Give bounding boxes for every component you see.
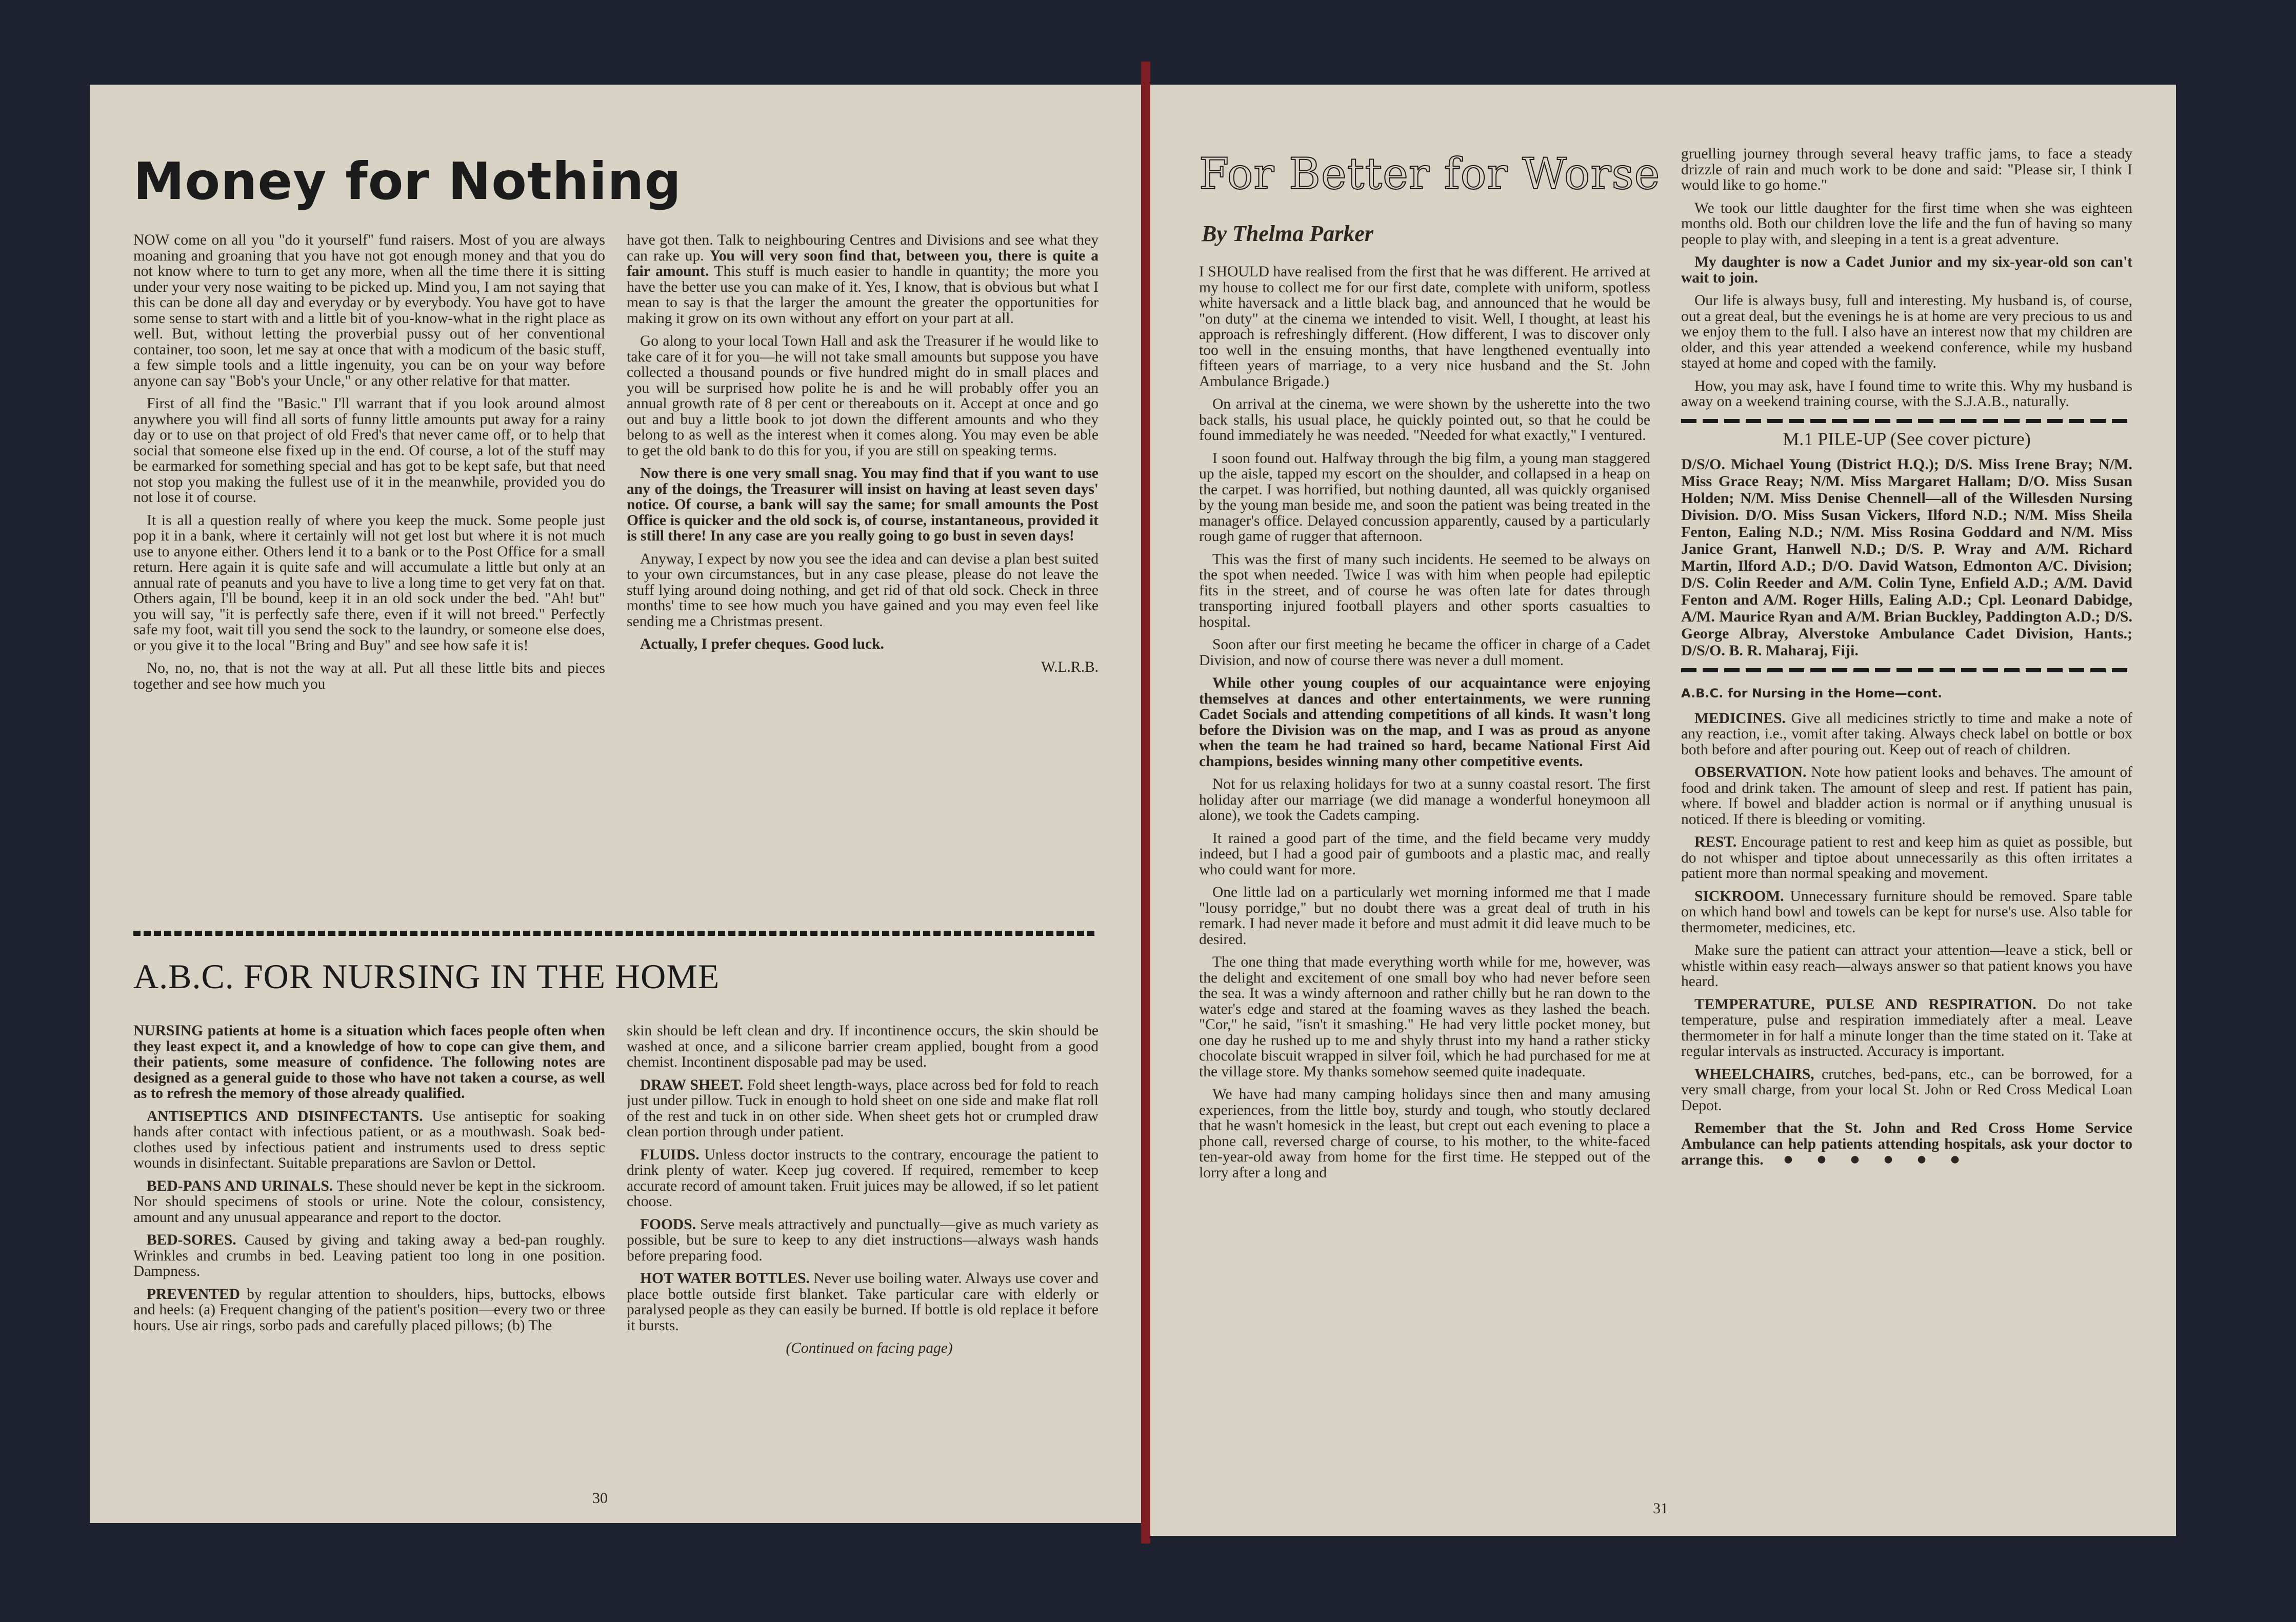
better-paragraph: This was the first of many such incidents. He seemed to be always on the spot when needed. Twice I was with him when people had epileptic fits in the street, and of course he was often late for dates through transporting injured football players and other sports casualties to hospital. — [1199, 551, 1650, 630]
continued-note: (Continued on facing page) — [786, 1340, 953, 1356]
abc-entry: PREVENTED by regular attention to shoulders, hips, buttocks, elbows and heels: (a) Frequent changing of the patient's position—every two or three hours. Use air rings, sorbo pads and carefully placed pillows; (b) The — [133, 1286, 605, 1334]
section-divider — [133, 931, 1097, 936]
better-paragraph-bold: My daughter is now a Cadet Junior and my six-year-old son can't wait to join. — [1681, 254, 2132, 286]
page-number: 30 — [592, 1490, 608, 1507]
money-paragraph: NOW come on all you "do it yourself" fund raisers. Most of you are always moaning and groaning that you have not got enough money and that you do not know where to turn to get any more, when all the time there it is sitting under your very nose waiting to be picked up. Mind you, I am not saying that this can be done all day and everyday or by everybody. You have got to have some sense to start with and a little bit of you-know-what in the right place as well. But, without letting the proverbial pussy out of her conventional container, too soon, let me say at once that with a modicum of the basic stuff, a few simple tools and a little ingenuity, you can be on your way before anyone can say "Bob's your Uncle," or any other relative for that matter. — [133, 232, 605, 389]
better-paragraph: I SHOULD have realised from the first that he was different. He arrived at my house to collect me for our first date, complete with uniform, spotless white haversack and a little black bag, and announced that he would be "on duty" at the cinema we intended to visit. Well, I thought, at least his approach is refreshingly different. (How different, I was to discover only too well in the ensuing months, that have lengthened eventually into fifteen years of marriage, to a very nice husband and the St. John Ambulance Brigade.) — [1199, 264, 1650, 390]
article-title-money-for-nothing: Money for Nothing — [133, 151, 682, 211]
bullet-dots-ornament: ● ● ● ● ● ● — [1783, 1150, 1970, 1169]
money-paragraph: First of all find the "Basic." I'll warrant that if you look around almost anywhere you will find all sorts of funny little amounts put away for a rainy day or to use on that project of old Fred's that never came off, or to help that social that someone else fixed up in the end. Of course, a lot of the stuff may be earmarked for something special and has got to be kept safe, but that need not stop you making the fullest use of it in the meanwhile, provided you do not lose it of course. — [133, 395, 605, 506]
money-paragraph: have got then. Talk to neighbouring Centres and Divisions and see what they can rake up. You will very soon find that, between you, there is quite a fair amount. This stuff is much easier to handle in quantity; the more you have the better use you can make of it. Yes, I know, that is obvious but what I mean to say is that the larger the amount the greater the opportunities for making it grow on its own without any effort on your part at all. — [627, 232, 1099, 327]
money-column-2 — [627, 232, 1099, 925]
m1-pileup-heading: M.1 PILE-UP (See cover picture) — [1783, 428, 2031, 449]
money-column-1 — [133, 232, 605, 925]
better-paragraph: How, you may ask, have I found time to write this. Why my husband is away on a weekend training course, with the S.J.A.B., naturally. — [1681, 377, 2132, 410]
abc-continued-heading: A.B.C. for Nursing in the Home—cont. — [1681, 686, 1943, 700]
better-paragraph: The one thing that made everything worth while for me, however, was the delight and excitement of one small boy who had never before seen the sea. It was a windy afternoon and rather chilly but he ran down to the water's edge and stared at the foaming waves as they lashed the beach. "Cor," he said, "isn't it smashing." He had very little pocket money, but one day he rushed up to me and shyly thrust into my hand a rather sticky chocolate biscuit wrapped in silver foil, which he had purchased for me at the village store. My thanks somehow seemed quite inadequate. — [1199, 954, 1650, 1080]
left-page — [90, 85, 1141, 1523]
money-paragraph: No, no, no, that is not the way at all. Put all these little bits and pieces together and see how much you — [133, 660, 605, 692]
money-paragraph: Go along to your local Town Hall and ask the Treasurer if he would like to take care of it for you—he will not take small amounts but suppose you have collected a thousand pounds or five hundred might do in small places and you will be surprised how polite he is and he will probably offer you an annual growth rate of 8 per cent or thereabouts on it. Accept at once and go out and buy a little book to jot down the different amounts and who they belong to as well as the interest when it comes along. You may even be able to get the old bank to do this for you, if you are still on speaking terms. — [627, 333, 1099, 459]
article-title-abc-nursing: A.B.C. FOR NURSING IN THE HOME — [133, 957, 720, 996]
abc-entry: REST. Encourage patient to rest and keep him as quiet as possible, but do not whisper and tiptoe about unnecessarily as this often irritates a patient more than normal speaking and movement. — [1681, 834, 2132, 882]
abc-column-1 — [133, 1023, 605, 1500]
right-page — [1150, 85, 2176, 1536]
better-paragraph: It rained a good part of the time, and the field became very muddy indeed, but I had a good pair of gumboots and a plastic mac, and really who could want for more. — [1199, 830, 1650, 878]
better-paragraph: Our life is always busy, full and interesting. My husband is, of course, out a great deal, but the evenings he is at home are very precious to us and we enjoy them to the full. I also have an interest now that my children are older, and this year attended a weekend conference, while my husband stayed at home and coped with the family. — [1681, 292, 2132, 371]
abc-entry: ANTISEPTICS AND DISINFECTANTS. Use antiseptic for soaking hands after contact with infectious patient, or as a mouthwash. Soak bed-clothes used by infectious patient and instruments used to dress septic wounds in disinfectant. Suitable preparations are Savlon or Dettol. — [133, 1108, 605, 1171]
abc-final-note: Remember that the St. John and Red Cross Home Service Ambulance can help patients attending hospitals, ask your doctor to arrange this. ● ● ● ● ● ● — [1681, 1120, 2132, 1169]
abc-entry: OBSERVATION. Note how patient looks and behaves. The amount of food and drink taken. The amount of sleep and rest. If patient has pain, where. If bowel and bladder action is normal or if anything unusual is noticed. If there is bleeding or vomiting. — [1681, 764, 2132, 828]
better-paragraph: Not for us relaxing holidays for two at a sunny coastal resort. The first holiday after our marriage (we did manage a wonderful honeymoon all alone), we took the Cadets camping. — [1199, 776, 1650, 824]
abc-intro: NURSING patients at home is a situation which faces people often when they least expect it, and a knowledge of how to cope can give them, and their patients, some measure of confidence. The following notes are designed as a general guide to those who have not taken a course, as well as to refresh the memory of those already qualified. — [133, 1023, 605, 1102]
abc-entry: BED-SORES. Caused by giving and taking away a bed-pan roughly. Wrinkles and crumbs in bed. Leaving patient too long in one position. Dampness. — [133, 1232, 605, 1279]
better-paragraph: We have had many camping holidays since then and many amusing experiences, from the little boy, sturdy and tough, who stoutly declared that he wasn't homesick in the least, but crept out each evening to place a phone call, reversed charge of course, to his mother, to the white-faced ten-year-old away from home for the first time. He stepped out of the lorry after a long and — [1199, 1086, 1650, 1181]
abc-entry: BED-PANS AND URINALS. These should never be kept in the sickroom. Nor should specimens of stools or urine. Note the colour, consistency, amount and any unusual appearance and report to the doctor. — [133, 1177, 605, 1226]
money-paragraph: Anyway, I expect by now you see the idea and can devise a plan best suited to your own circumstances, but in any case please, please do not leave the stuff lying around doing nothing, and get rid of that old sock. Check in three months' time to see how much you have gained and you may even feel like sending me a Christmas present. — [627, 550, 1099, 630]
abc-entry: HOT WATER BOTTLES. Never use boiling water. Always use cover and place bottle outside first blanket. Take particular care with elderly or paralysed people as they can easily be burned. If bottle is old replace it before it bursts. — [627, 1270, 1099, 1334]
author-signature: W.L.R.B. — [1041, 658, 1099, 675]
money-paragraph: It is all a question really of where you keep the muck. Some people just pop it in a bank, where it certainly will not get lost but where it is not much use to anyone either. Others lend it to a bank or to the Post Office for a small return. Here again it is quite safe and will accumulate a little but only at an annual rate of peanuts and you have to live a long time to get very fat on that. Others again, I'll be bound, keep it in an old sock under the bed. "Ah! but" you will say, "it is perfectly safe there, even if it will not breed." Perfectly safe my foot, wait till you send the sock to the laundry, or someone else does, or you give it to the local "Bring and Buy" and see how safe it is! — [133, 512, 605, 654]
better-paragraph: I soon found out. Halfway through the big film, a young man staggered up the aisle, tapped my escort on the shoulder, and collapsed in a heap on the carpet. I was horrified, but nothing daunted, all was quickly organised by the young man beside me, and soon the patient was being treated in the manager's office. Delayed concussion apparently, caused by a particularly rough game of rugger that afternoon. — [1199, 450, 1650, 545]
better-paragraph: On arrival at the cinema, we were shown by the usherette into the two back stalls, his usual place, he quickly pointed out, so that he could be found immediately he was needed. "Needed for what exactly," I ventured. — [1199, 396, 1650, 444]
article-title-for-better-for-worse: For Better for Worse — [1199, 149, 1661, 199]
abc-entry: FLUIDS. Unless doctor instructs to the contrary, encourage the patient to drink plenty of water. Keep jug covered. If required, remember to keep accurate record of amount taken. Fruit juices may be allowed, if so let patient choose. — [627, 1146, 1099, 1210]
money-closing-line: Actually, I prefer cheques. Good luck. — [640, 636, 884, 652]
section-divider — [1681, 419, 2132, 423]
better-column-2 — [1681, 146, 2132, 1536]
abc-column-2 — [627, 1023, 1099, 1500]
better-column-1 — [1199, 264, 1650, 1510]
magazine-spine — [1141, 62, 1150, 1544]
abc-entry: MEDICINES. Give all medicines strictly to time and make a note of any reaction, i.e., vomit after taking. Always check label on bottle or box both before and after pouring out. Keep out of reach of children. — [1681, 710, 2132, 758]
abc-entry: WHEELCHAIRS, crutches, bed-pans, etc., can be borrowed, for a very small charge, from your local St. John or Red Cross Medical Loan Depot. — [1681, 1066, 2132, 1114]
author-byline: By Thelma Parker — [1202, 221, 1373, 246]
abc-entry: DRAW SHEET. Fold sheet length-ways, place across bed for fold to reach just under pillow. Tuck in enough to hold sheet on one side and make flat roll of the rest and tuck in on other side. When sheet gets hot or crumpled draw clean portion through under patient. — [627, 1076, 1099, 1140]
abc-entry: TEMPERATURE, PULSE AND RESPIRATION. Do not take temperature, pulse and respiration immediately after a meal. Leave thermometer in for half a minute longer than the time stated on it. Take at regular intervals as instructed. Accuracy is important. — [1681, 996, 2132, 1059]
m1-pileup-names: D/S/O. Michael Young (District H.Q.); D/S. Miss Irene Bray; N/M. Miss Grace Reay; N/M. Miss Margaret Hallam; D/O. Miss Susan Holden; N/M. Miss Denise Chennell—all of the Willesden Nursing Division. D/O. Miss Susan Vickers, Ilford N.D.; N/M. Miss Sheila Fenton, Ealing N.D.; N/M. Miss Rosina Goddard and N/M. Miss Janice Grant, Hanwell N.D.; D/S. P. Wray and A/M. Richard Martin, Ilford A.D.; D/O. David Watson, Edmonton A/C. Division; D/S. Colin Reeder and A/M. Colin Tyne, Enfield A.D.; A/M. David Fenton and A/M. Roger Hills, Ealing A.D.; Cpl. Leonard Dabidge, A/M. Maurice Ryan and A/M. Brian Buckley, Paddington A.D.; D/S. George Albray, Alverstoke Ambulance Cadet Division, Hants.; D/S/O. B. R. Maharaj, Fiji. — [1681, 456, 2132, 659]
better-paragraph: We took our little daughter for the first time when she was eighteen months old. Both our children love the life and the fun of having so many people to play with, and sleeping in a tent is a great adventure. — [1681, 199, 2132, 248]
abc-entry: Make sure the patient can attract your attention—leave a stick, bell or whistle within easy reach—always answer so that patient knows you have heard. — [1681, 942, 2132, 990]
abc-entry: FOODS. Serve meals attractively and punctually—give as much variety as possible, but be sure to keep to any diet instructions—always wash hands before preparing food. — [627, 1216, 1099, 1264]
better-paragraph: Soon after our first meeting he became the officer in charge of a Cadet Division, and now of course there was never a dull moment. — [1199, 636, 1650, 669]
better-paragraph-bold: While other young couples of our acquaintance were enjoying themselves at dances and other entertainments, we were running Cadet Socials and attending competitions of all kinds. It wasn't long before the Division was on the map, and I was as proud as anyone when the team he had trained so hard, became National First Aid champions, besides winning many other competitive events. — [1199, 675, 1650, 770]
page-number: 31 — [1653, 1500, 1668, 1517]
money-paragraph-bold: Now there is one very small snag. You may find that if you want to use any of the doings, the Treasurer will insist on having at least seven days' notice. Of course, a bank will say the same; for small amounts the Post Office is quicker and the old sock is, of course, instantaneous, provided it is still there! In any case are you really going to go bust in seven days! — [627, 465, 1099, 544]
better-paragraph: One little lad on a particularly wet morning informed me that I made "lousy porridge," but no doubt there was a great deal of truth in his remark. I had never made it before and must admit it did leave much to be desired. — [1199, 884, 1650, 948]
section-divider — [1681, 668, 2132, 672]
better-paragraph: gruelling journey through several heavy traffic jams, to face a steady drizzle of rain and much work to be done and said: "Please sir, I think I would like to go home." — [1681, 146, 2132, 193]
abc-entry: SICKROOM. Unnecessary furniture should be removed. Spare table on which hand bowl and towels can be kept for nurse's use. Also table for thermometer, medicines, etc. — [1681, 888, 2132, 936]
abc-entry: skin should be left clean and dry. If incontinence occurs, the skin should be washed at once, and a silicone barrier cream applied, bought from a good chemist. Incontinent disposable pad may be used. — [627, 1023, 1099, 1070]
